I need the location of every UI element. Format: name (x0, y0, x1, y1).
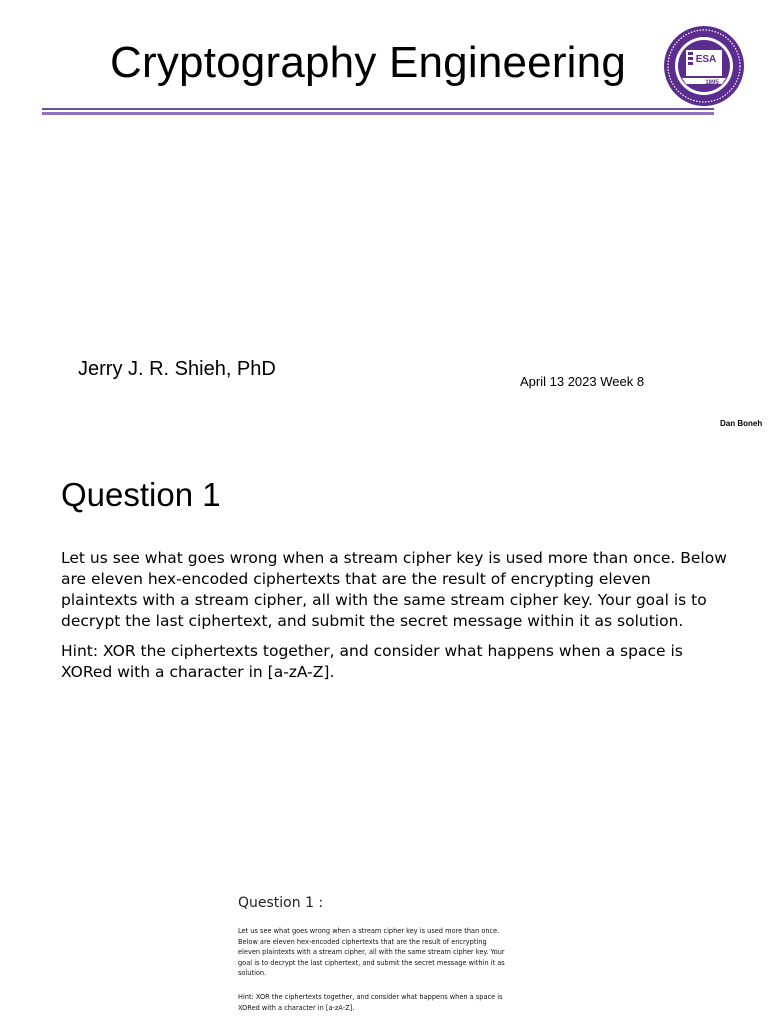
university-seal-logo (662, 24, 746, 108)
title-divider-top (42, 108, 714, 110)
seal-year: 1895 (705, 80, 719, 86)
slide-credit: Dan Boneh (720, 419, 763, 428)
title-divider-bottom (42, 112, 714, 115)
lecture-date: April 13 2023 Week 8 (520, 374, 645, 389)
preview-slide (0, 880, 768, 1024)
question-title: Question 1 (61, 476, 221, 513)
seal-text: ESA (695, 54, 717, 65)
preview-title: Question 1 : (238, 895, 324, 911)
preview-body: Let us see what goes wrong when a stream cipher key is used more than once. Below are eleven hex-encoded ciphertexts that are the result of encrypting eleven plaintexts with a stream cipher, all with the same stream cipher key. Your goal is to decrypt the last ciphertext, and submit the secret message within it as solution. (238, 927, 505, 978)
question-body: Let us see what goes wrong when a stream cipher key is used more than once. Below are eleven hex-encoded ciphertexts that are the result of encrypting eleven plaintexts with a stream cipher, all with the same stream cipher key. Your goal is to decrypt the last ciphertext, and submit the secret message within it as solution. (61, 549, 727, 630)
preview-hint: Hint: XOR the ciphertexts together, and consider what happens when a space is XORed with a character in [a-zA-Z]. (238, 993, 503, 1012)
author-name: Jerry J. R. Shieh, PhD (78, 358, 276, 380)
title-slide (0, 0, 768, 440)
question-hint: Hint: XOR the ciphertexts together, and consider what happens when a space is XORed with a character in [a-zA-Z]. (61, 642, 683, 681)
slide-title: Cryptography Engineering (110, 38, 626, 87)
question-slide (0, 440, 768, 880)
